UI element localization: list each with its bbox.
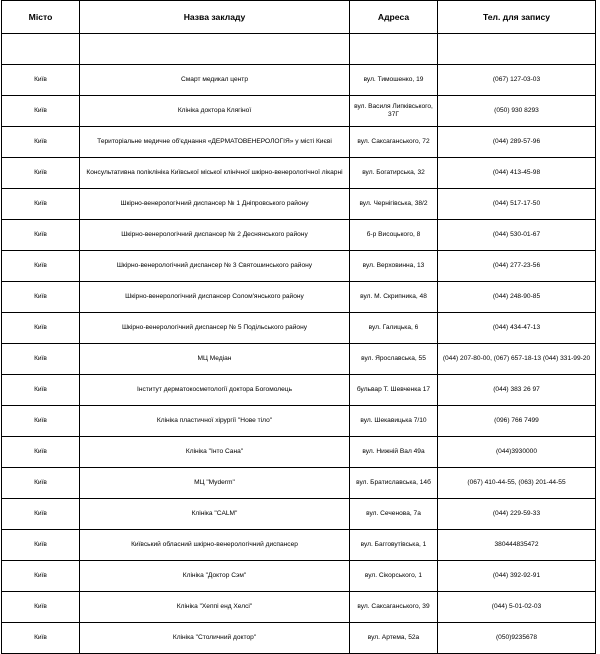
name-cell: Територіальне медичне об'єднання «ДЕРМАТОВЕНЕРОЛОГІЯ» у місті Києві: [80, 127, 350, 158]
address-cell: вул. Чернігівська, 38/2: [350, 189, 438, 220]
name-cell: Київський обласний шкірно-венерологічний диспансер: [80, 530, 350, 561]
phone-cell: (044) 289-57-96: [438, 127, 596, 158]
address-cell: вул. Тимошенко, 19: [350, 65, 438, 96]
address-cell: вул. Саксаганського, 72: [350, 127, 438, 158]
table-body: [2, 34, 596, 654]
address-cell: вул. Верховинна, 13: [350, 251, 438, 282]
name-cell: МЦ "Myderm": [80, 468, 350, 499]
city-cell: Київ: [2, 468, 80, 499]
header-phone: Тел. для запису: [438, 1, 596, 34]
name-cell: Клініка "CALM": [80, 499, 350, 530]
name-cell: Інститут дерматокосметології доктора Богомолець: [80, 375, 350, 406]
city-cell: Київ: [2, 282, 80, 313]
phone-cell: (044) 392-92-91: [438, 561, 596, 592]
table-row: [2, 96, 596, 127]
address-cell: вул. Сеченова, 7а: [350, 499, 438, 530]
address-cell: бульвар Т. Шевченка 17: [350, 375, 438, 406]
phone-cell: (044) 383 26 97: [438, 375, 596, 406]
address-cell: вул. Василя Липківського, 37Г: [350, 96, 438, 127]
name-cell: Шкірно-венерологічний диспансер № 5 Подільського району: [80, 313, 350, 344]
name-cell: Клініка пластичної хірургії "Нове тіло": [80, 406, 350, 437]
header-name: Назва закладу: [80, 1, 350, 34]
city-cell: Київ: [2, 189, 80, 220]
phone-cell: (044) 248-90-85: [438, 282, 596, 313]
address-cell: вул. Галицька, 6: [350, 313, 438, 344]
city-cell: Київ: [2, 127, 80, 158]
city-cell: Київ: [2, 530, 80, 561]
table-row: [2, 344, 596, 375]
phone-cell: (044)3930000: [438, 437, 596, 468]
city-cell: Київ: [2, 437, 80, 468]
city-cell: Київ: [2, 375, 80, 406]
phone-cell: (044) 5-01-02-03: [438, 592, 596, 623]
table-row: [2, 282, 596, 313]
phone-cell: (044) 530-01-67: [438, 220, 596, 251]
clinics-table: [1, 0, 596, 654]
name-cell: Смарт медикал центр: [80, 65, 350, 96]
phone-cell: (050)9235678: [438, 623, 596, 654]
table-row: [2, 189, 596, 220]
address-cell: вул. Нижній Вал 49а: [350, 437, 438, 468]
name-cell: Шкірно-венерологічний диспансер № 3 Святошинського району: [80, 251, 350, 282]
table-row: [2, 375, 596, 406]
address-cell: вул. Богатирська, 32: [350, 158, 438, 189]
table-row: [2, 127, 596, 158]
phone-cell: (044) 517-17-50: [438, 189, 596, 220]
header-city: Місто: [2, 1, 80, 34]
address-cell: вул. Сікорського, 1: [350, 561, 438, 592]
table-row: [2, 406, 596, 437]
name-cell: Клініка "Хеппі енд Хелсі": [80, 592, 350, 623]
phone-cell: (050) 930 8293: [438, 96, 596, 127]
address-cell: вул. Ярославська, 55: [350, 344, 438, 375]
phone-cell: (044) 434-47-13: [438, 313, 596, 344]
city-cell: Київ: [2, 65, 80, 96]
header-gap: [2, 34, 596, 65]
table-row: [2, 592, 596, 623]
city-cell: Київ: [2, 561, 80, 592]
table-row: [2, 158, 596, 189]
name-cell: МЦ Медіан: [80, 344, 350, 375]
header-address: Адреса: [350, 1, 438, 34]
table-row: [2, 530, 596, 561]
city-cell: Київ: [2, 592, 80, 623]
name-cell: Клініка "Столичний доктор": [80, 623, 350, 654]
address-cell: вул. Шекавицька 7/10: [350, 406, 438, 437]
phone-cell: (044) 207-80-00, (067) 657-18-13 (044) 331-99-20: [438, 344, 596, 375]
table-row: [2, 561, 596, 592]
table-row: [2, 251, 596, 282]
address-cell: вул. Саксаганського, 39: [350, 592, 438, 623]
address-cell: вул. М. Скрипника, 48: [350, 282, 438, 313]
table-header: [2, 1, 596, 34]
address-cell: б-р Висоцького, 8: [350, 220, 438, 251]
city-cell: Київ: [2, 251, 80, 282]
name-cell: Клініка "Доктор Сэм": [80, 561, 350, 592]
name-cell: Клініка "Інто Сана": [80, 437, 350, 468]
table-row: [2, 623, 596, 654]
city-cell: Київ: [2, 623, 80, 654]
phone-cell: 380444835472: [438, 530, 596, 561]
city-cell: Київ: [2, 406, 80, 437]
table-row: [2, 220, 596, 251]
name-cell: Шкірно-венерологічний диспансер № 1 Дніпровського району: [80, 189, 350, 220]
phone-cell: (044) 413-45-98: [438, 158, 596, 189]
phone-cell: (044) 229-59-33: [438, 499, 596, 530]
table-row: [2, 468, 596, 499]
table-row: [2, 313, 596, 344]
name-cell: Консультативна поліклініка Київської міської клінічної шкірно-венерологічної лікарні: [80, 158, 350, 189]
table-row: [2, 499, 596, 530]
city-cell: Київ: [2, 158, 80, 189]
address-cell: вул. Багговутівська, 1: [350, 530, 438, 561]
address-cell: вул. Братиславська, 14б: [350, 468, 438, 499]
city-cell: Київ: [2, 96, 80, 127]
address-cell: вул. Артема, 52а: [350, 623, 438, 654]
name-cell: Шкірно-венерологічний диспансер Солом'янського району: [80, 282, 350, 313]
phone-cell: (044) 277-23-56: [438, 251, 596, 282]
phone-cell: (067) 127-03-03: [438, 65, 596, 96]
city-cell: Київ: [2, 313, 80, 344]
name-cell: Клініка доктора Клягіної: [80, 96, 350, 127]
phone-cell: (067) 410-44-55, (063) 201-44-55: [438, 468, 596, 499]
city-cell: Київ: [2, 499, 80, 530]
table-row: [2, 437, 596, 468]
phone-cell: (096) 766 7499: [438, 406, 596, 437]
table-row: [2, 65, 596, 96]
city-cell: Київ: [2, 344, 80, 375]
city-cell: Київ: [2, 220, 80, 251]
name-cell: Шкірно-венерологічний диспансер № 2 Деснянського району: [80, 220, 350, 251]
